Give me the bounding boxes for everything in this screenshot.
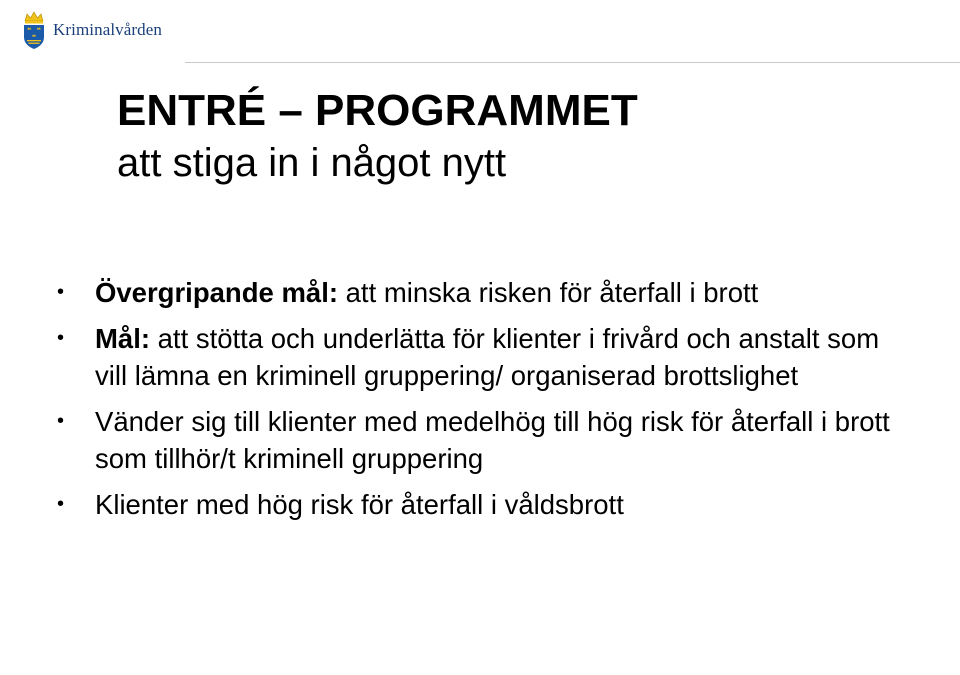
header [0, 0, 960, 62]
bullet-text: Klienter med hög risk för återfall i våldsbrott [95, 489, 624, 520]
bullet-list [55, 274, 915, 532]
bullet-dot-icon: • [57, 327, 65, 349]
bullet-dot-icon: • [57, 493, 65, 515]
logo [22, 10, 162, 50]
bullet-item [55, 486, 915, 523]
bullet-item [55, 403, 915, 477]
bullet-lead: Övergripande mål: [95, 277, 338, 308]
slide-subtitle: att stiga in i något nytt [117, 141, 507, 185]
title-block [117, 85, 638, 187]
bullet-text: att minska risken för återfall i brott [338, 277, 759, 308]
bullet-dot-icon: • [57, 281, 65, 303]
bullet-item [55, 274, 915, 311]
bullet-lead: Mål: [95, 323, 150, 354]
bullet-text: Vänder sig till klienter med medelhög till hög risk för återfall i brott som tillhör/t kriminell gruppering [95, 406, 890, 474]
crown-shield-icon [22, 10, 46, 50]
header-divider [185, 62, 960, 63]
bullet-item [55, 320, 915, 394]
slide-title: ENTRÉ – PROGRAMMET [117, 86, 638, 135]
logo-text: Kriminalvården [53, 20, 163, 39]
bullet-dot-icon: • [57, 410, 65, 432]
bullet-text: att stötta och underlätta för klienter i frivård och anstalt som vill lämna en kriminell gruppering/ organiserad brottslighet [95, 323, 880, 391]
